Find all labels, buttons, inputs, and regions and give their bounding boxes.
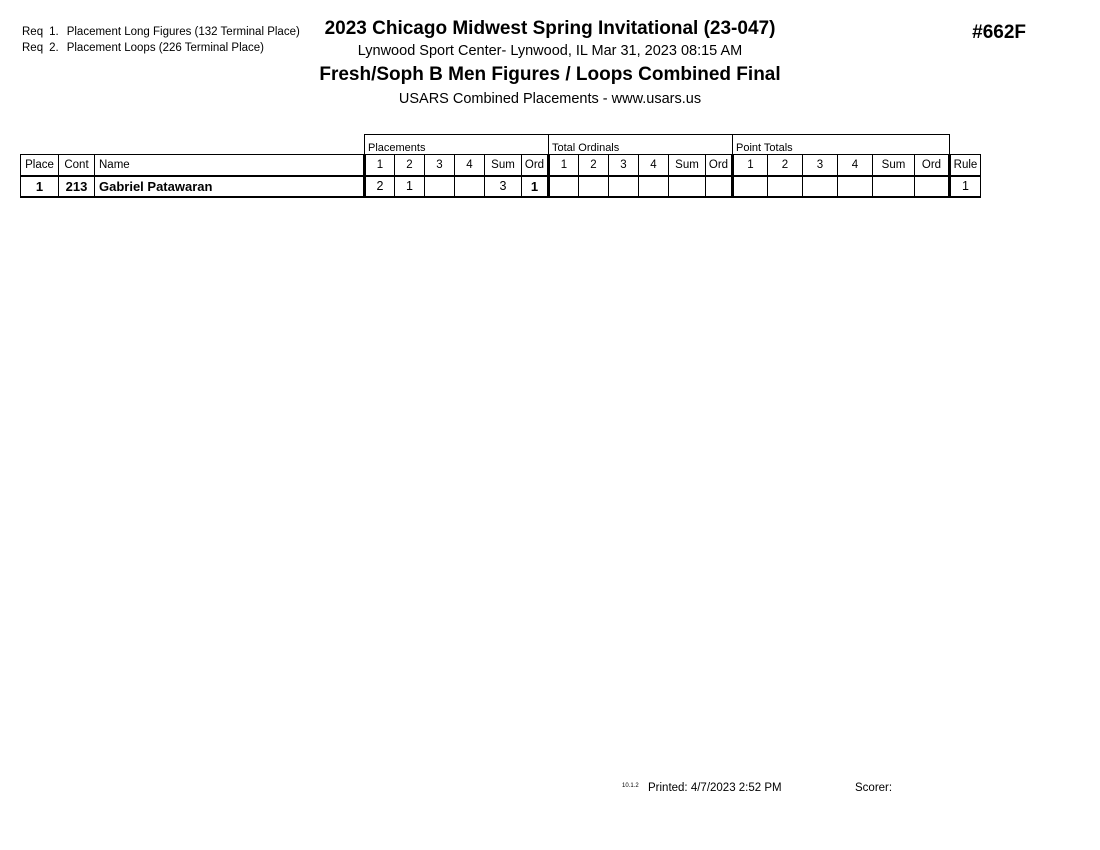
cell-rule: 1 xyxy=(950,176,981,197)
cell-point-totals-ord xyxy=(915,176,950,197)
results-table xyxy=(20,134,981,198)
printed-timestamp: Printed: 4/7/2023 2:52 PM xyxy=(648,782,782,794)
column-header-place: Place xyxy=(21,155,59,176)
table-row xyxy=(21,176,981,197)
column-header-point-totals-1: 1 xyxy=(733,155,768,176)
requirement-text: Placement Long Figures (132 Terminal Place) xyxy=(66,26,300,38)
column-header-cont: Cont xyxy=(59,155,95,176)
organization-line: USARS Combined Placements - www.usars.us xyxy=(398,91,702,107)
cell-place: 1 xyxy=(21,176,59,197)
requirement-label: Req xyxy=(22,26,44,38)
cell-name: Gabriel Patawaran xyxy=(95,176,365,197)
cell-total-ordinals-ord xyxy=(706,176,733,197)
cell-placements-2: 1 xyxy=(395,176,425,197)
scorer-label: Scorer: xyxy=(855,782,893,794)
cell-total-ordinals-3 xyxy=(609,176,639,197)
column-header-name: Name xyxy=(95,155,365,176)
column-header-placements-1: 1 xyxy=(365,155,395,176)
cell-total-ordinals-4 xyxy=(639,176,669,197)
column-header-placements-4: 4 xyxy=(455,155,485,176)
requirement-label: Req xyxy=(22,42,44,54)
cell-placements-sum: 3 xyxy=(485,176,522,197)
column-header-point-totals-2: 2 xyxy=(768,155,803,176)
column-header-total-ordinals-4: 4 xyxy=(639,155,669,176)
column-header-placements-sum: Sum xyxy=(485,155,522,176)
column-header-total-ordinals-1: 1 xyxy=(549,155,579,176)
column-header-point-totals-ord: Ord xyxy=(915,155,950,176)
column-header-point-totals-sum: Sum xyxy=(873,155,915,176)
column-header-placements-3: 3 xyxy=(425,155,455,176)
requirement-text: Placement Loops (226 Terminal Place) xyxy=(66,42,265,54)
cell-point-totals-2 xyxy=(768,176,803,197)
column-header-total-ordinals-3: 3 xyxy=(609,155,639,176)
group-header-placements: Placements xyxy=(365,135,549,155)
venue-line: Lynwood Sport Center- Lynwood, IL Mar 31, 2023 08:15 AM xyxy=(357,43,743,59)
requirement-number: 1. xyxy=(49,26,59,38)
column-header-total-ordinals-ord: Ord xyxy=(706,155,733,176)
column-header-total-ordinals-sum: Sum xyxy=(669,155,706,176)
table-header-row xyxy=(21,155,981,176)
group-spacer xyxy=(59,135,95,155)
competition-title: 2023 Chicago Midwest Spring Invitational (23-047) xyxy=(324,18,776,39)
column-header-point-totals-4: 4 xyxy=(838,155,873,176)
document-header xyxy=(0,18,1100,109)
version-label: 10.1.2 xyxy=(622,783,639,789)
cell-placements-1: 2 xyxy=(365,176,395,197)
cell-placements-4 xyxy=(455,176,485,197)
cell-placements-ord: 1 xyxy=(522,176,549,197)
cell-total-ordinals-1 xyxy=(549,176,579,197)
group-spacer xyxy=(21,135,59,155)
column-header-placements-2: 2 xyxy=(395,155,425,176)
column-header-rule: Rule xyxy=(950,155,981,176)
cell-point-totals-sum xyxy=(873,176,915,197)
event-title: Fresh/Soph B Men Figures / Loops Combined Final xyxy=(319,64,781,85)
cell-cont: 213 xyxy=(59,176,95,197)
requirement-number: 2. xyxy=(49,42,59,54)
group-spacer xyxy=(95,135,365,155)
table-group-header-row xyxy=(21,135,981,155)
cell-placements-3 xyxy=(425,176,455,197)
cell-point-totals-1 xyxy=(733,176,768,197)
column-header-total-ordinals-2: 2 xyxy=(579,155,609,176)
cell-point-totals-4 xyxy=(838,176,873,197)
column-header-point-totals-3: 3 xyxy=(803,155,838,176)
column-header-placements-ord: Ord xyxy=(522,155,549,176)
cell-total-ordinals-sum xyxy=(669,176,706,197)
results-table-container xyxy=(20,134,981,198)
event-number: #662F xyxy=(972,22,1026,43)
group-header-point-totals: Point Totals xyxy=(733,135,950,155)
group-spacer xyxy=(950,135,981,155)
cell-point-totals-3 xyxy=(803,176,838,197)
group-header-total-ordinals: Total Ordinals xyxy=(549,135,733,155)
cell-total-ordinals-2 xyxy=(579,176,609,197)
